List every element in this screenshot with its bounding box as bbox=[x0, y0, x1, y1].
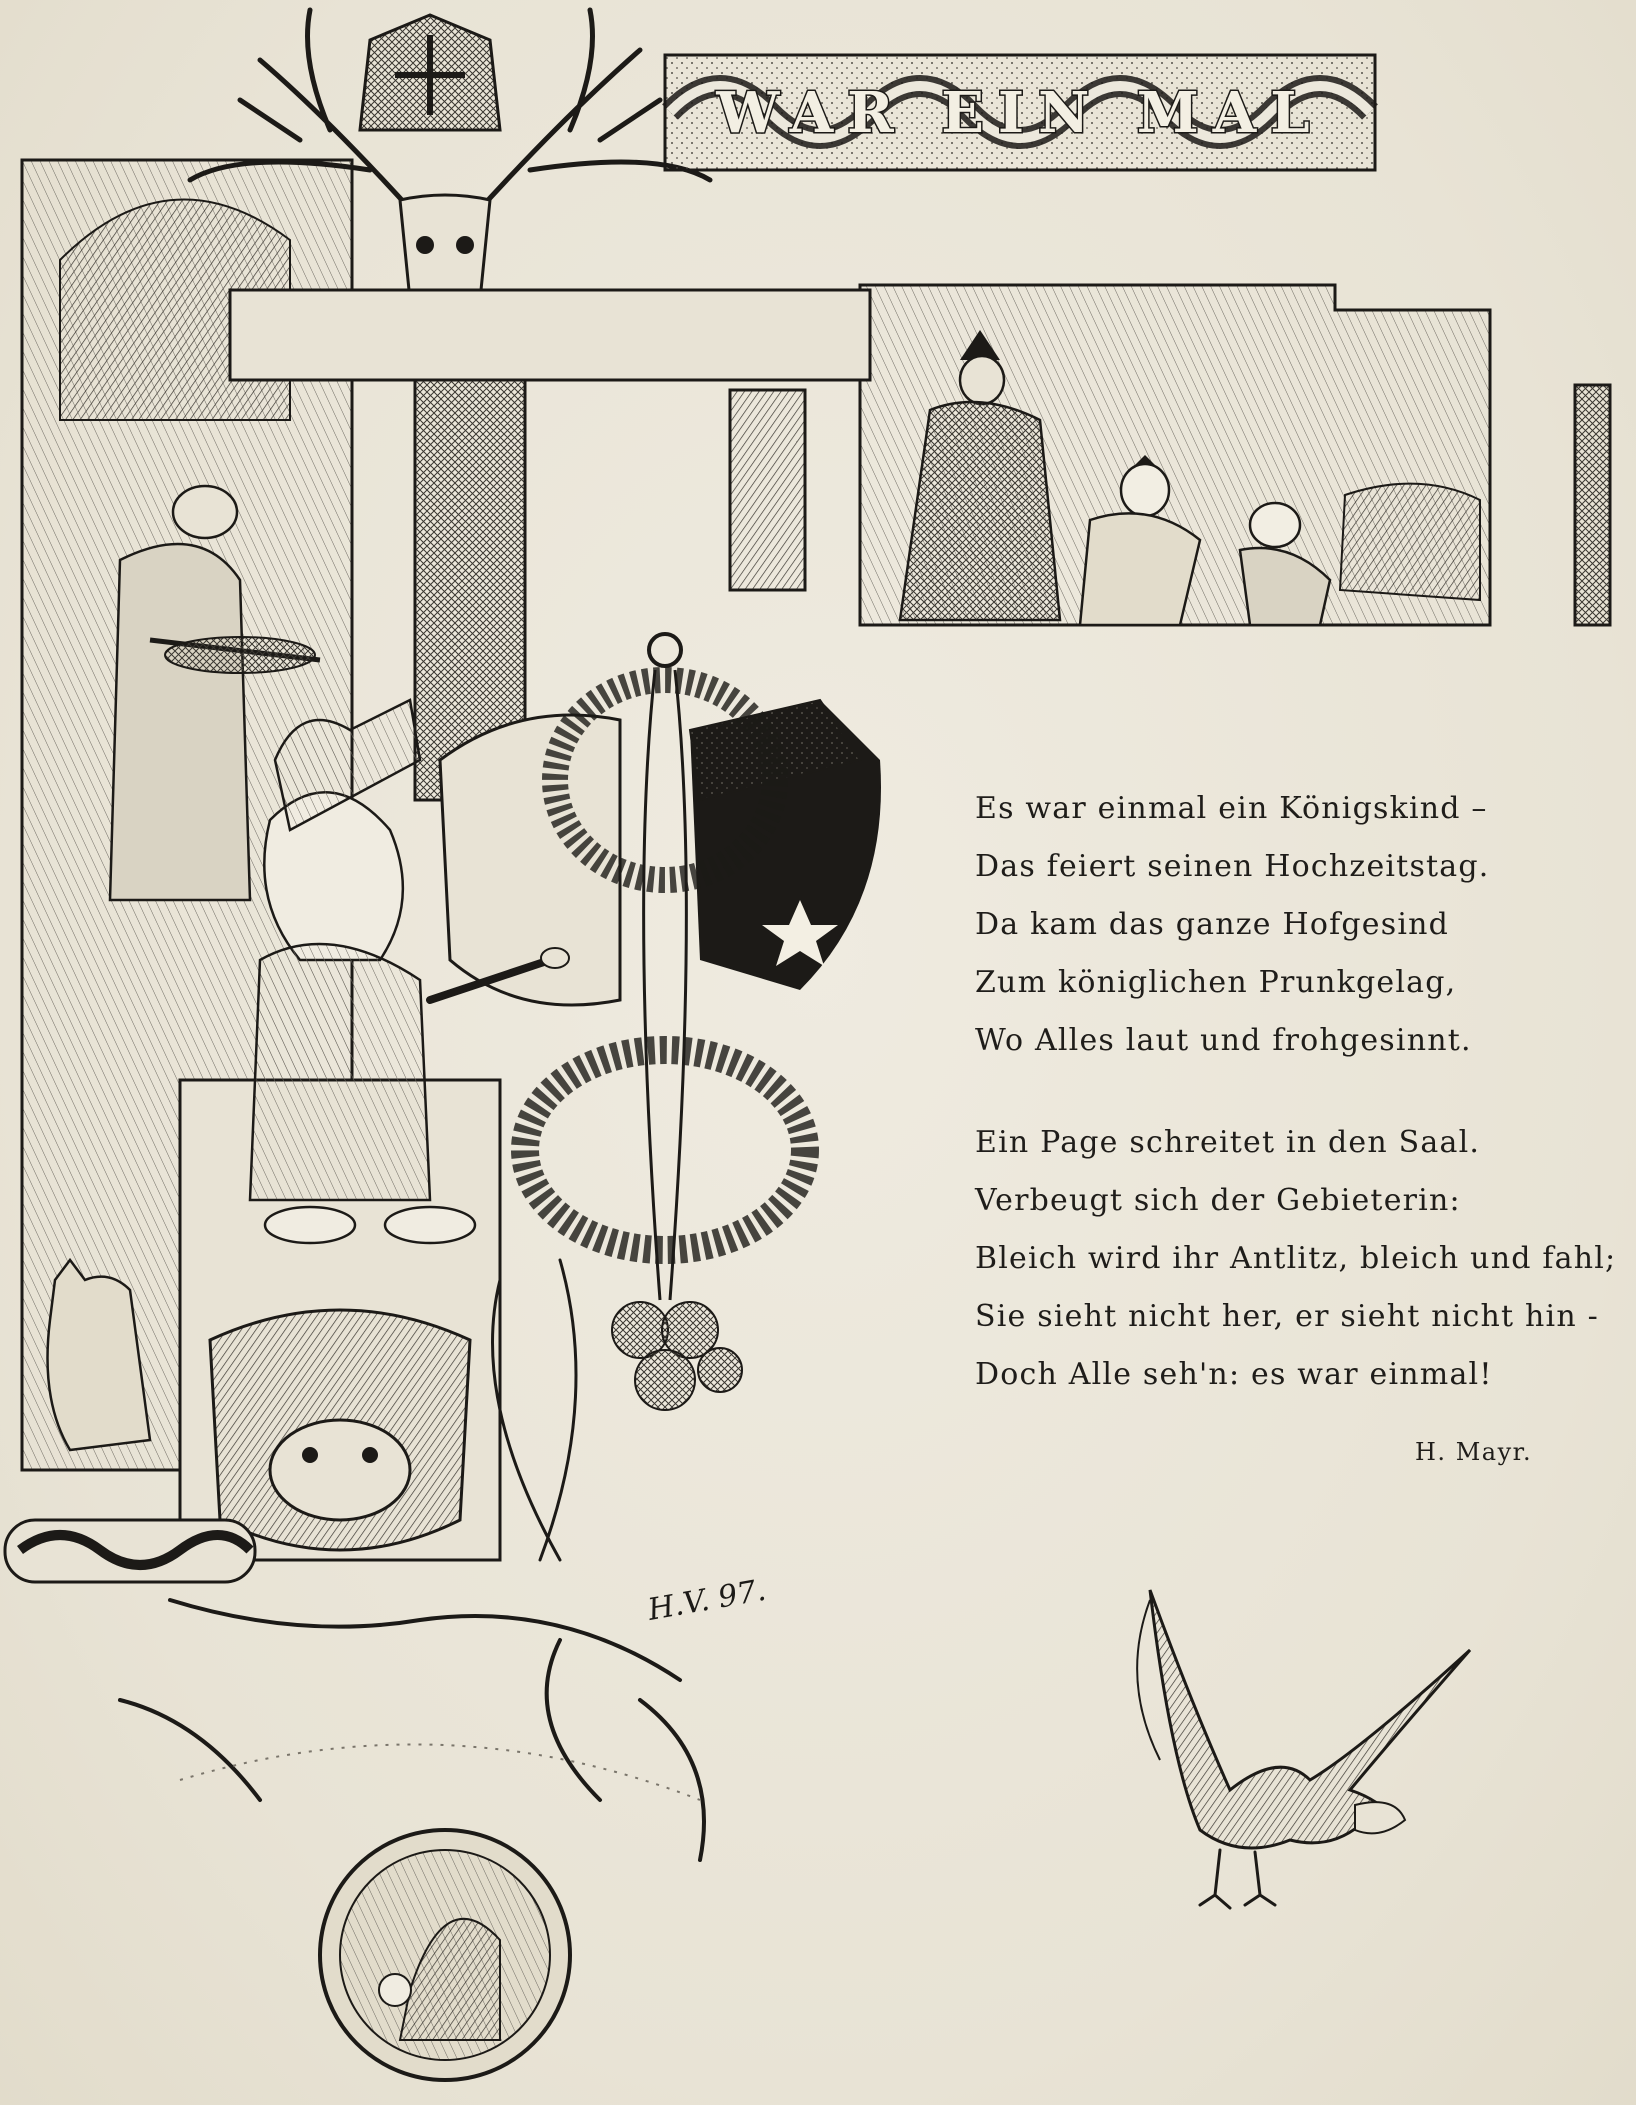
poem-line: Ein Page schreitet in den Saal. bbox=[975, 1125, 1481, 1160]
serpent-border bbox=[5, 1520, 255, 1582]
poem-line: Wo Alles laut und frohgesinnt. bbox=[975, 1023, 1472, 1058]
stanza-1 bbox=[975, 780, 1595, 1070]
heraldic-shield bbox=[360, 15, 500, 130]
star-shield bbox=[440, 700, 881, 1005]
grotesque-mask bbox=[210, 1310, 470, 1550]
poem-line: Sie sieht nicht her, er sieht nicht hin - bbox=[975, 1299, 1599, 1334]
poem-line: Doch Alle seh'n: es war einmal! bbox=[975, 1357, 1493, 1392]
poem-line: Verbeugt sich der Gebieterin: bbox=[975, 1183, 1461, 1218]
poem bbox=[975, 780, 1617, 1448]
poem-line: Das feiert seinen Hochzeitstag. bbox=[975, 849, 1490, 884]
banner-text: WAR EIN MAL bbox=[716, 80, 1324, 146]
stanza-2 bbox=[975, 1114, 1617, 1404]
poem-line: Da kam das ganze Hofgesind bbox=[975, 907, 1450, 942]
poem-line: Zum königlichen Prunkgelag, bbox=[975, 965, 1457, 1000]
artist-monogram: H.V. 97. bbox=[645, 1572, 769, 1628]
throne-room-scene bbox=[860, 285, 1490, 625]
poem-line: Es war einmal ein Königskind – bbox=[975, 791, 1488, 826]
poem-line: Bleich wird ihr Antlitz, bleich und fahl; bbox=[975, 1241, 1617, 1276]
title-banner bbox=[665, 55, 1375, 170]
side-ornament bbox=[1575, 385, 1610, 625]
raven bbox=[1137, 1590, 1470, 1908]
poem-author: H. Mayr. bbox=[1415, 1438, 1533, 1466]
